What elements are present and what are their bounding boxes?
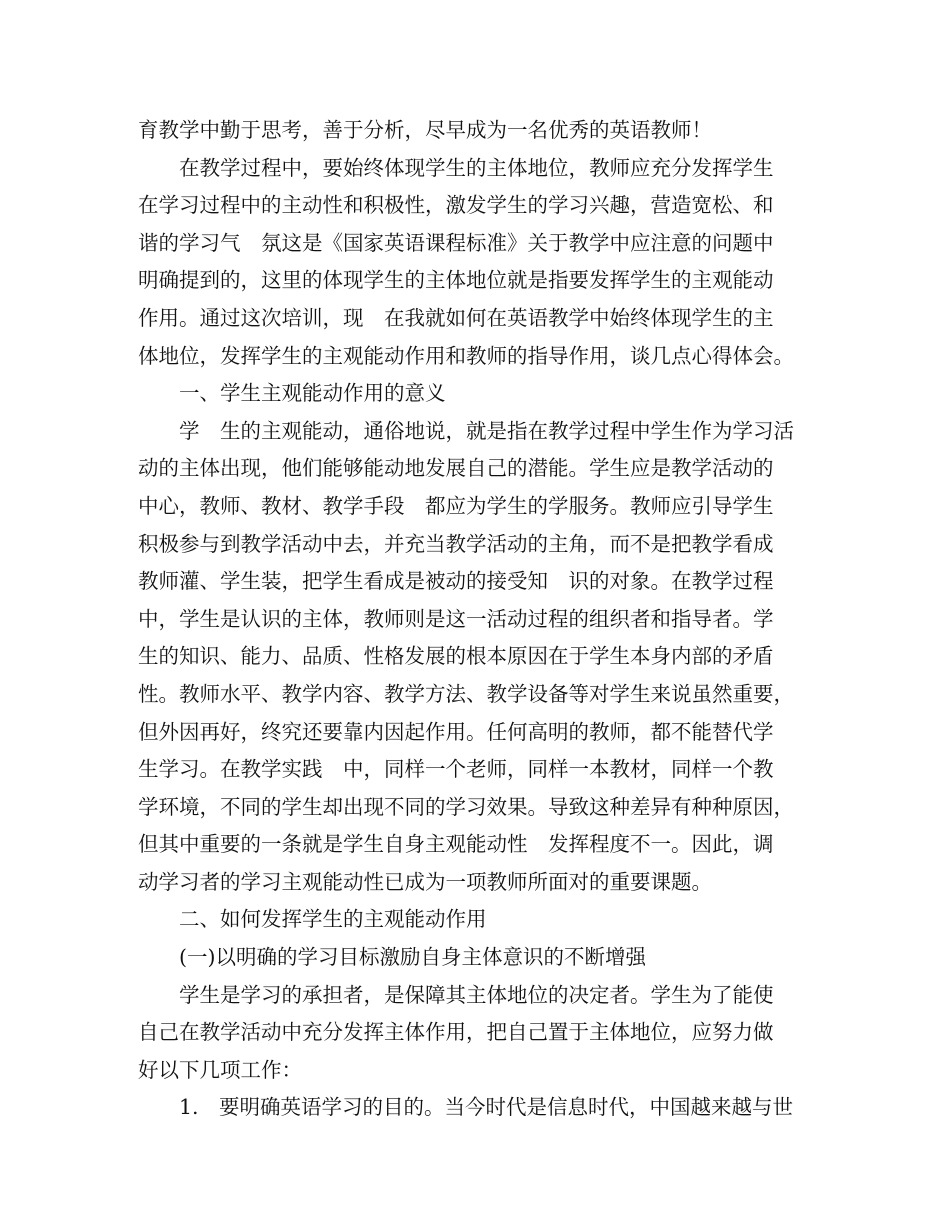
text-line-17: 但外因再好，终究还要靠内因起作用。任何高明的教师，都不能替代学 — [138, 719, 774, 744]
text-line-9: 学 生的主观能动，通俗地说，就是指在教学过程中学生作为学习活 — [138, 418, 794, 443]
text-line-12: 积极参与到教学活动中去，并充当教学活动的主角，而不是把教学看成 — [138, 531, 774, 556]
text-line-20: 但其中重要的一条就是学生自身主观能动性 发挥程度不一。因此，调 — [138, 832, 774, 857]
text-line-3: 在学习过程中的主动性和积极性，激发学生的学习兴趣，营造宽松、和 — [138, 193, 774, 218]
text-line-11: 中心，教师、教材、教学手段 都应为学生的学服务。教师应引导学生 — [138, 493, 774, 518]
text-line-5: 明确提到的，这里的体现学生的主体地位就是指要发挥学生的主观能动 — [138, 268, 774, 293]
subsection-heading-1: (一)以明确的学习目标激励自身主体意识的不断增强 — [138, 945, 646, 970]
text-line-13: 教师灌、学生装，把学生看成是被动的接受知 识的对象。在教学过程 — [138, 569, 774, 594]
text-line-18: 生学习。在教学实践 中，同样一个老师，同样一本教材，同样一个教 — [138, 757, 774, 782]
section-heading-1: 一、学生主观能动作用的意义 — [138, 381, 446, 406]
text-line-14: 中，学生是认识的主体，教师则是这一活动过程的组织者和指导者。学 — [138, 606, 774, 631]
text-line-7: 体地位，发挥学生的主观能动作用和教师的指导作用，谈几点心得体会。 — [138, 343, 794, 368]
text-line-24: 学生是学习的承担者，是保障其主体地位的决定者。学生为了能使 — [138, 982, 774, 1007]
section-heading-2: 二、如何发挥学生的主观能动作用 — [138, 907, 487, 932]
text-line-4: 谐的学习气 氛这是《国家英语课程标准》关于教学中应注意的问题中 — [138, 230, 774, 255]
text-line-6: 作用。通过这次培训，现 在我就如何在英语教学中始终体现学生的主 — [138, 305, 774, 330]
text-line-16: 性。教师水平、教学内容、教学方法、教学设备等对学生来说虽然重要， — [138, 681, 794, 706]
numbered-item-1: 1. 要明确英语学习的目的。当今时代是信息时代，中国越来越与世 — [138, 1095, 794, 1120]
text-line-26: 好以下几项工作： — [138, 1057, 302, 1082]
text-line-10: 动的主体出现，他们能够能动地发展自己的潜能。学生应是教学活动的 — [138, 456, 774, 481]
body-text — [138, 112, 818, 1127]
text-line-15: 生的知识、能力、品质、性格发展的根本原因在于学生本身内部的矛盾 — [138, 644, 774, 669]
text-line-1: 育教学中勤于思考，善于分析，尽早成为一名优秀的英语教师！ — [138, 118, 712, 142]
text-line-25: 自己在教学活动中充分发挥主体作用，把自己置于主体地位，应努力做 — [138, 1020, 774, 1045]
text-line-21: 动学习者的学习主观能动性已成为一项教师所面对的重要课题。 — [138, 869, 712, 894]
text-line-2: 在教学过程中，要始终体现学生的主体地位，教师应充分发挥学生 — [138, 155, 774, 180]
text-line-19: 学环境，不同的学生却出现不同的学习效果。导致这种差异有种种原因， — [138, 794, 794, 819]
